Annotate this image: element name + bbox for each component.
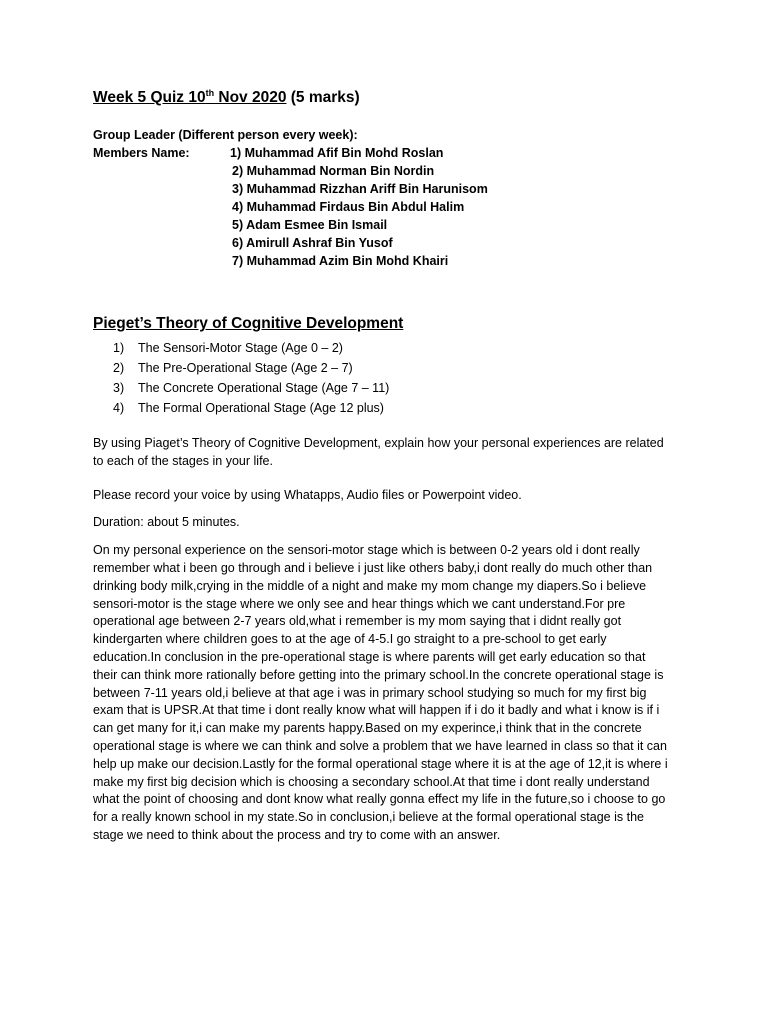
member-item: 6) Amirull Ashraf Bin Yusof <box>232 236 393 250</box>
quiz-title-marks: (5 marks) <box>286 89 360 106</box>
stage-text: The Sensori-Motor Stage (Age 0 – 2) <box>138 341 343 355</box>
member-item: 1) Muhammad Afif Bin Mohd Roslan <box>230 146 444 160</box>
stage-number: 3) <box>113 381 125 395</box>
stage-number: 4) <box>113 401 125 415</box>
quiz-title-sup: th <box>205 88 215 98</box>
instruction-record: Please record your voice by using Whatapps, Audio files or Powerpoint video. <box>93 487 522 502</box>
group-section <box>93 126 673 270</box>
quiz-title-date: Nov 2020 <box>214 89 287 106</box>
quiz-title <box>93 88 673 108</box>
stage-text: The Formal Operational Stage (Age 12 plus) <box>138 401 384 415</box>
stage-number: 2) <box>113 361 125 375</box>
members-row <box>93 144 673 162</box>
group-leader-label: Group Leader (Different person every week): <box>93 128 358 142</box>
instruction-duration: Duration: about 5 minutes. <box>93 515 240 530</box>
member-item: 4) Muhammad Firdaus Bin Abdul Halim <box>232 200 465 214</box>
theory-title: Pieget’s Theory of Cognitive Development <box>93 315 404 332</box>
stage-item <box>93 378 673 398</box>
members-label: Members Name: <box>93 146 190 160</box>
stage-item <box>93 338 673 358</box>
document-page <box>93 88 673 845</box>
stage-item <box>93 358 673 378</box>
quiz-title-week: Week 5 Quiz 10 <box>93 89 206 106</box>
quiz-title-main <box>93 89 286 106</box>
stage-text: The Pre-Operational Stage (Age 2 – 7) <box>138 361 353 375</box>
instruction-explain: By using Piaget’s Theory of Cognitive Development, explain how your personal experiences are related to each of the stages in your life. <box>93 436 664 468</box>
stage-text: The Concrete Operational Stage (Age 7 – 11) <box>138 381 390 395</box>
stages-list <box>93 338 673 418</box>
member-item: 7) Muhammad Azim Bin Mohd Khairi <box>232 254 449 268</box>
member-item: 5) Adam Esmee Bin Ismail <box>232 218 388 232</box>
member-item: 3) Muhammad Rizzhan Ariff Bin Harunisom <box>232 182 488 196</box>
member-item: 2) Muhammad Norman Bin Nordin <box>232 164 435 178</box>
stage-item <box>93 398 673 418</box>
stage-number: 1) <box>113 341 125 355</box>
answer-paragraph: On my personal experience on the sensori-motor stage which is between 0-2 years old i dont really remember what i been go through and i believe i just like others baby,i dont really do much other than drinking body milk,crying in the middle of a night and make my mom change my diapers.So i believe sensori-motor is the stage where we only see and hear things which we cant understand.For pre operational age between 2-7 years old,what i remember is my mom saying that i didnt really got kindergarten where children goes to at the age of 4-5.I go straight to a pre-school to get early education.In conclusion in the pre-operational stage is where parents will get early education so that their can think more rationally before getting into the primary school.In the concrete operational stage is between 7-11 years old,i believe at that age i was in primary school studying so much for my first big exam that is UPSR.At that time i dont really know what will happen if i do it badly and what i know is if i can get many for it,i can make my parents happy.Based on my experince,i think that in the concrete operational stage is where we can think and solve a problem that we have learned in class so that it can help up make our decision.Lastly for the formal operational stage where it is at the age of 12,it is where i make my first big decision which is choosing a secondary school.At that time i dont really understand what the point of choosing and dont know what really gonna effect my life in the future,so i choose to go for a really known school in my state.So in conclusion,i believe at the formal operational stage is the stage we need to think about the process and try to come with an answer. <box>93 543 668 842</box>
